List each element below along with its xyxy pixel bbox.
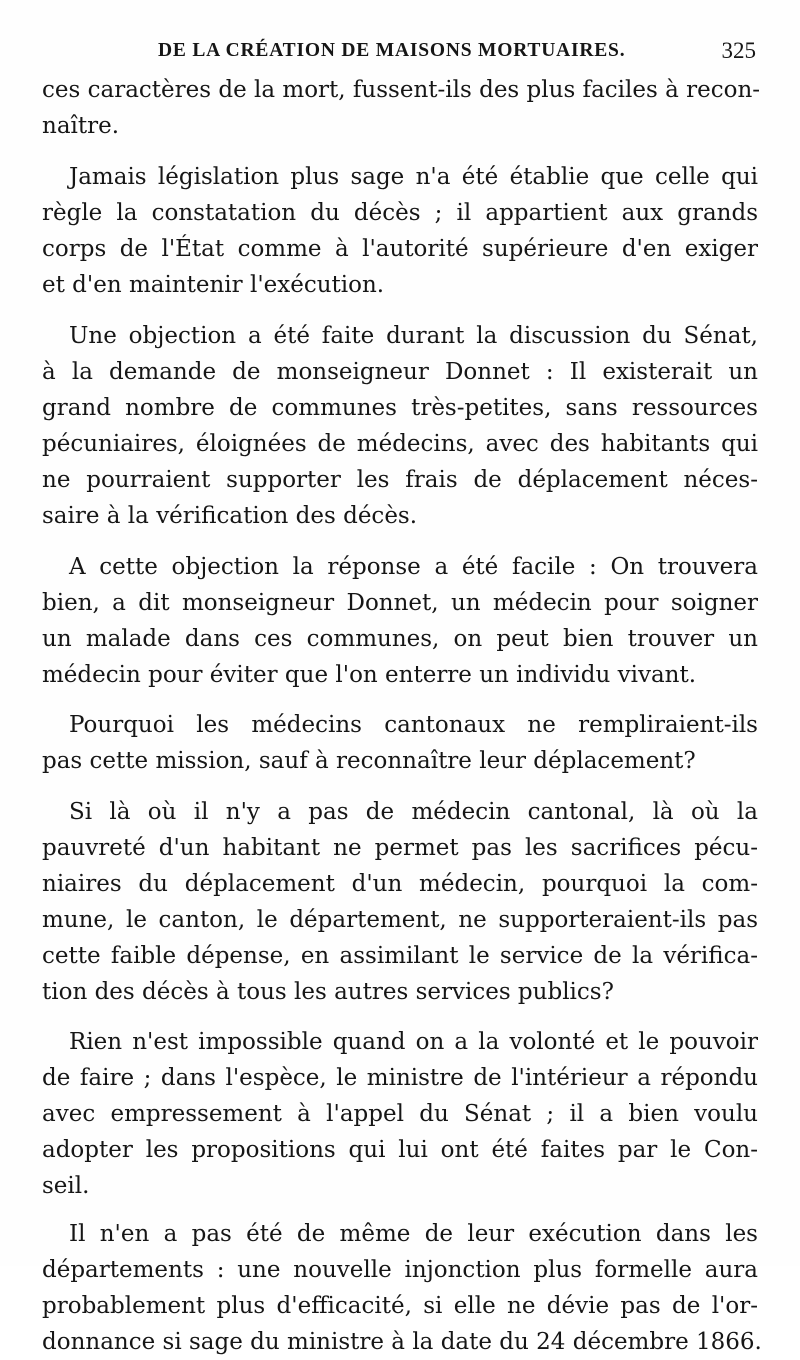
- text-line: probablement plus d'efficacité, si elle ne dévie pas de l'or-: [42, 1293, 758, 1319]
- text-line: Jamais législation plus sage n'a été établie que celle qui: [69, 164, 758, 190]
- text-line: seil.: [42, 1173, 90, 1199]
- text-line: Il n'en a pas été de même de leur exécution dans les: [69, 1221, 758, 1247]
- text-line: de faire ; dans l'espèce, le ministre de l'intérieur a répondu: [42, 1065, 758, 1091]
- paragraph-6: [42, 794, 758, 1010]
- text-line: pauvreté d'un habitant ne permet pas les sacrifices pécu-: [42, 835, 758, 861]
- paragraph-3: [42, 318, 758, 534]
- text-line: mune, le canton, le département, ne supporteraient-ils pas: [42, 907, 758, 933]
- text-line: pas cette mission, sauf à reconnaître leur déplacement?: [42, 748, 696, 774]
- paragraph-5: [42, 707, 758, 779]
- text-line: à la demande de monseigneur Donnet : Il existerait un: [42, 359, 758, 385]
- text-line: adopter les propositions qui lui ont été faites par le Con-: [42, 1137, 758, 1163]
- text-line: bien, a dit monseigneur Donnet, un médecin pour soigner: [42, 590, 758, 616]
- text-line: grand nombre de communes très-petites, sans ressources: [42, 395, 758, 421]
- text-line: départements : une nouvelle injonction plus formelle aura: [42, 1257, 758, 1283]
- running-head: [42, 36, 758, 70]
- text-line: Si là où il n'y a pas de médecin cantonal, là où la: [69, 799, 758, 825]
- text-line: médecin pour éviter que l'on enterre un individu vivant.: [42, 662, 697, 688]
- text-line: avec empressement à l'appel du Sénat ; il a bien voulu: [42, 1101, 758, 1127]
- text-line: naître.: [42, 113, 120, 139]
- text-line: niaires du déplacement d'un médecin, pourquoi la com-: [42, 871, 758, 897]
- text-line: règle la constatation du décès ; il appartient aux grands: [42, 200, 758, 226]
- paragraph-8: [42, 1216, 762, 1360]
- text-line: saire à la vérification des décès.: [42, 503, 418, 529]
- text-line: ces caractères de la mort, fussent-ils des plus faciles à recon-: [42, 77, 761, 103]
- text-line: tion des décès à tous les autres services publics?: [42, 979, 614, 1005]
- text-line: Pourquoi les médecins cantonaux ne rempliraient-ils: [69, 712, 758, 738]
- paragraph-4: [42, 549, 758, 693]
- text-line: un malade dans ces communes, on peut bien trouver un: [42, 626, 758, 652]
- text-line: Rien n'est impossible quand on a la volonté et le pouvoir: [69, 1029, 758, 1055]
- paragraph-2: [42, 159, 758, 303]
- paragraph-1: [42, 72, 761, 144]
- paragraph-7: [42, 1024, 758, 1204]
- text-line: et d'en maintenir l'exécution.: [42, 272, 385, 298]
- page-number: 325: [721, 38, 756, 63]
- text-line: donnance si sage du ministre à la date du 24 décembre 1866.: [42, 1329, 762, 1355]
- text-line: corps de l'État comme à l'autorité supérieure d'en exiger: [42, 236, 758, 262]
- text-line: Une objection a été faite durant la discussion du Sénat,: [69, 323, 758, 349]
- body-text: [42, 72, 762, 1355]
- text-line: cette faible dépense, en assimilant le service de la vérifica-: [42, 943, 758, 969]
- text-line: pécuniaires, éloignées de médecins, avec des habitants qui: [42, 431, 758, 457]
- running-title: DE LA CRÉATION DE MAISONS MORTUAIRES.: [158, 40, 626, 61]
- text-line: A cette objection la réponse a été facile : On trouvera: [69, 554, 758, 580]
- text-line: ne pourraient supporter les frais de déplacement néces-: [42, 467, 758, 493]
